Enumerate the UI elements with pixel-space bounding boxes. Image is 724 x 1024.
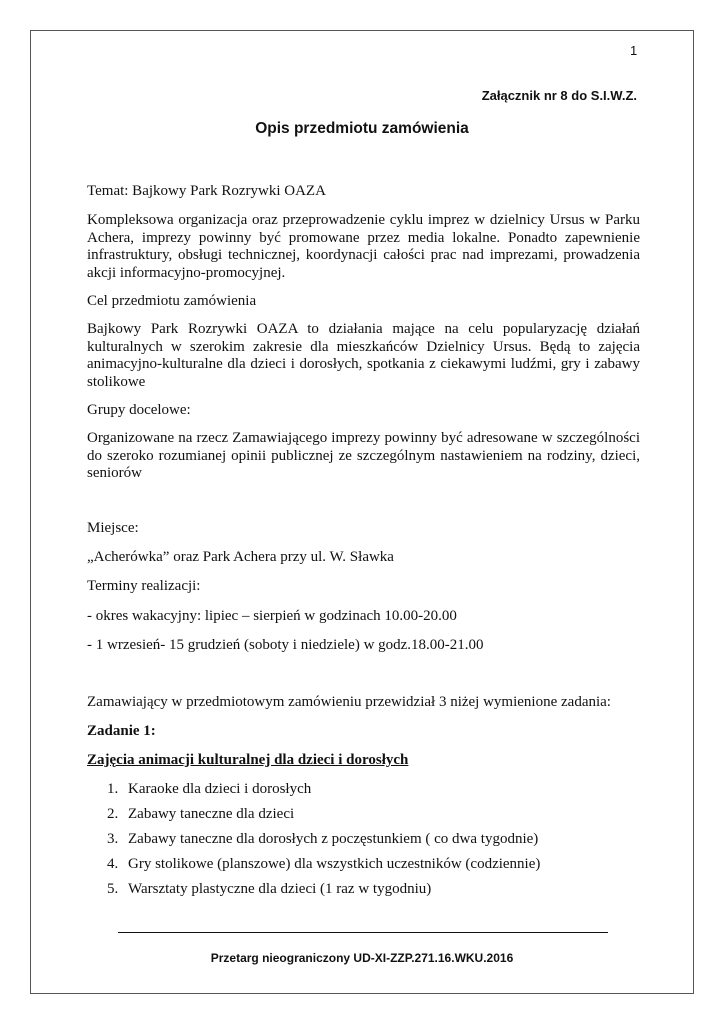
list-item: [107, 881, 627, 898]
term-summer: - okres wakacyjny: lipiec – sierpień w godzinach 10.00-20.00: [87, 608, 457, 624]
list-item-text: Warsztaty plastyczne dla dzieci (1 raz w tygodniu): [128, 881, 432, 897]
task-label: Zadanie 1:: [87, 723, 156, 739]
terms-heading: Terminy realizacji:: [87, 578, 201, 594]
task-title: Zajęcia animacji kulturalnej dla dzieci i dorosłych: [87, 752, 409, 768]
list-item-number: 4.: [107, 856, 119, 872]
list-item-number: 3.: [107, 831, 119, 847]
footer-divider: [118, 932, 608, 933]
page-border: [30, 30, 694, 994]
list-item: [107, 781, 627, 798]
goal-heading: Cel przedmiotu zamówienia: [87, 293, 257, 309]
annex-label: Załącznik nr 8 do S.I.W.Z.: [481, 88, 637, 103]
groups-heading: Grupy docelowe:: [87, 402, 191, 418]
list-item: [107, 831, 627, 848]
list-item-text: Karaoke dla dzieci i dorosłych: [128, 781, 312, 797]
list-item-text: Zabawy taneczne dla dzieci: [128, 806, 295, 822]
tasks-intro: Zamawiający w przedmiotowym zamówieniu przewidział 3 niżej wymienione zadania:: [87, 694, 611, 710]
term-autumn: - 1 wrzesień- 15 grudzień (soboty i niedziele) w godz.18.00-21.00: [87, 637, 484, 653]
page-number: 1: [630, 43, 638, 58]
list-item-number: 2.: [107, 806, 119, 822]
goal-paragraph: Bajkowy Park Rozrywki OAZA to działania mające na celu popularyzację działań kulturalnych w szerokim zakresie dla mieszkańców Dzielnicy Ursus. Będą to zajęcia animacyjno-kulturalne dla dzieci i dorosłych, spotkania z ciekawymi ludźmi, gry i zabawy stolikowe: [87, 321, 640, 390]
intro-paragraph: Kompleksowa organizacja oraz przeprowadzenie cyklu imprez w dzielnicy Ursus w Parku Achera, imprezy powinny być promowane przez media lokalne. Ponadto zapewnienie infrastruktury, obsługi technicznej, koordynacji całości prac nad imprezami, prowadzenia akcji informacyjno-promocyjnej.: [87, 212, 640, 281]
footer-text: Przetarg nieograniczony UD-XI-ZZP.271.16.WKU.2016: [210, 951, 514, 965]
page-title: Opis przedmiotu zamówienia: [255, 120, 469, 137]
groups-paragraph: Organizowane na rzecz Zamawiającego imprezy powinny być adresowane w szczególności do szeroko rozumianej opinii publicznej ze szczególnym nastawieniem na rodziny, dzieci, seniorów: [87, 430, 640, 482]
list-item: [107, 806, 627, 823]
list-item-text: Zabawy taneczne dla dorosłych z poczęstunkiem ( co dwa tygodnie): [128, 831, 539, 847]
list-item-number: 5.: [107, 881, 119, 897]
list-item-number: 1.: [107, 781, 119, 797]
list-item: [107, 856, 627, 873]
place-text: „Acherówka” oraz Park Achera przy ul. W. Sławka: [87, 549, 394, 565]
topic-line: Temat: Bajkowy Park Rozrywki OAZA: [87, 183, 326, 199]
place-heading: Miejsce:: [87, 520, 139, 536]
list-item-text: Gry stolikowe (planszowe) dla wszystkich uczestników (codziennie): [128, 856, 541, 872]
